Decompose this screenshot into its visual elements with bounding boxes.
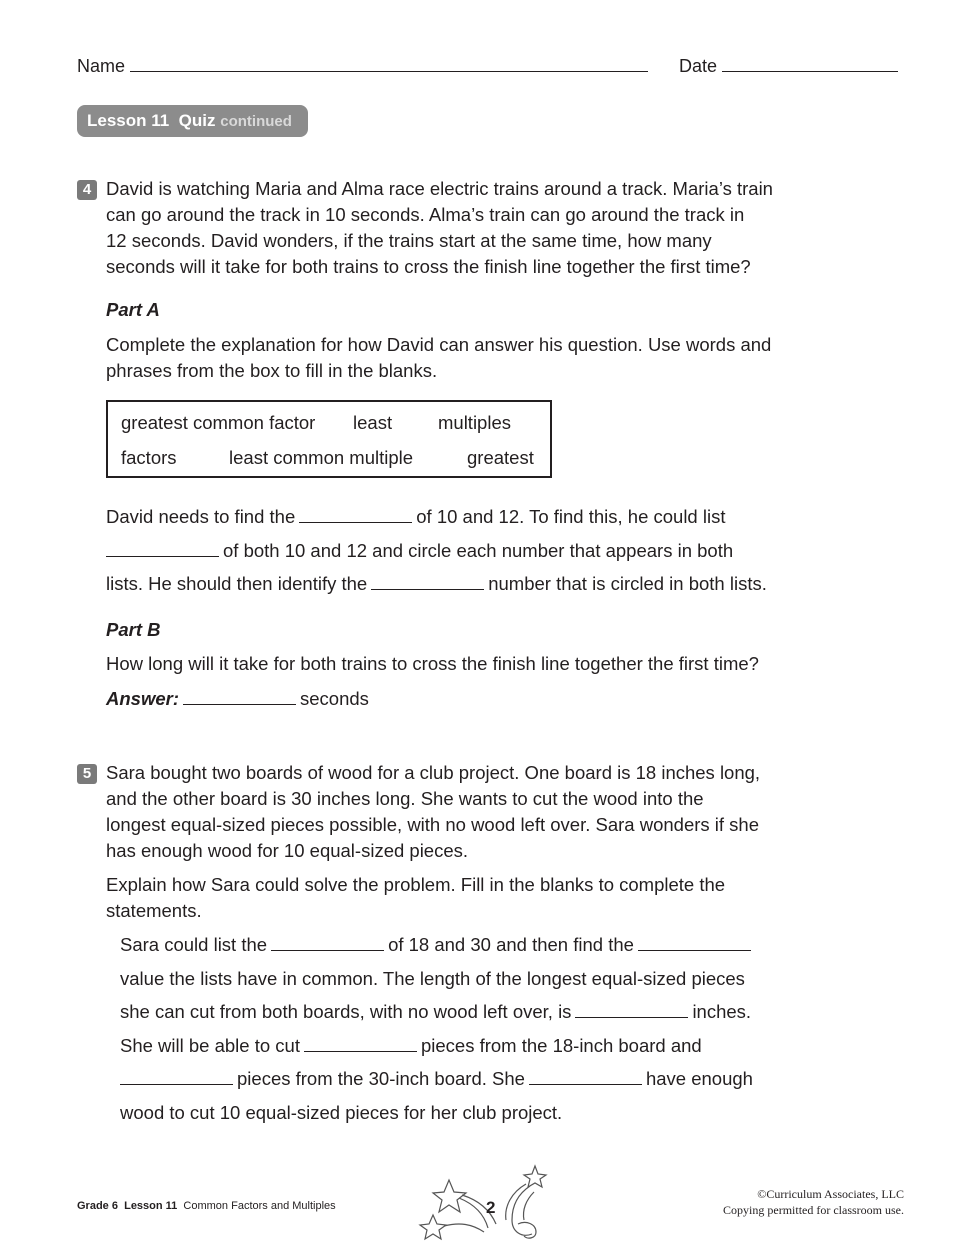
word-greatest: greatest <box>467 447 534 468</box>
q5-sentence-line-5 <box>120 1068 753 1090</box>
stars-decoration-icon <box>414 1162 554 1246</box>
q4-prompt-line: 12 seconds. David wonders, if the trains start at the same time, how many <box>106 230 712 251</box>
part-a-instruction-line: phrases from the box to fill in the blanks. <box>106 360 438 381</box>
page-number: 2 <box>486 1198 496 1217</box>
part-b-label: Part B <box>106 619 161 640</box>
text: of 18 and 30 and then find the <box>388 934 634 955</box>
text: she can cut from both boards, with no wood left over, is <box>120 1001 572 1022</box>
badge-quiz: Quiz <box>178 111 216 130</box>
text: pieces from the 30-inch board. She <box>237 1068 525 1089</box>
q5-instruction-line: Explain how Sara could solve the problem. Fill in the blanks to complete the <box>106 874 726 895</box>
word-lcm: least common multiple <box>229 447 414 468</box>
q5-sentence-line-1 <box>120 934 755 956</box>
answer-blank[interactable] <box>183 688 296 705</box>
copyright-line: ©Curriculum Associates, LLC <box>757 1187 904 1201</box>
text: David needs to find the <box>106 506 296 527</box>
word-factors: factors <box>121 447 177 468</box>
part-a-instruction-line: Complete the explanation for how David can answer his question. Use words and <box>106 334 772 355</box>
answer-blank[interactable] <box>106 540 219 557</box>
answer-blank[interactable] <box>271 934 384 951</box>
badge-continued: continued <box>220 113 292 130</box>
q4-prompt-line: seconds will it take for both trains to cross the finish line together the first time? <box>106 256 751 277</box>
q5-prompt-line: longest equal-sized pieces possible, with no wood left over. Sara wonders if she <box>106 814 760 835</box>
text: She will be able to cut <box>120 1035 300 1056</box>
text: have enough <box>645 1068 753 1089</box>
q5-sentence-line-4 <box>120 1035 702 1057</box>
lesson-badge <box>77 105 308 137</box>
q5-instruction-line: statements. <box>106 900 202 921</box>
q4-prompt-line: David is watching Maria and Alma race electric trains around a track. Maria’s train <box>106 178 773 199</box>
date-label: Date <box>679 56 718 76</box>
text: inches. <box>692 1001 752 1022</box>
part-a-instructions <box>106 332 771 384</box>
text: of both 10 and 12 and circle each number that appears in both <box>223 540 734 561</box>
q5-sentence-line-3 <box>120 1001 751 1023</box>
footer-lesson: Lesson 11 <box>124 1200 178 1212</box>
footer-grade: Grade 6 <box>77 1200 118 1212</box>
footer-course <box>77 1200 336 1212</box>
answer-blank[interactable] <box>304 1035 417 1052</box>
badge-lesson: Lesson 11 <box>87 111 170 130</box>
answer-label: Answer: <box>106 688 179 709</box>
permission-line: Copying permitted for classroom use. <box>723 1203 904 1217</box>
part-a-sentence-line-1 <box>106 506 725 528</box>
date-field[interactable] <box>679 56 898 77</box>
text: Sara could list the <box>120 934 268 955</box>
text: of 10 and 12. To find this, he could list <box>416 506 726 527</box>
footer-topic: Common Factors and Multiples <box>183 1200 336 1212</box>
part-a-sentence-line-2 <box>106 540 733 562</box>
answer-blank[interactable] <box>638 934 751 951</box>
question-4-prompt <box>106 176 773 280</box>
answer-blank[interactable] <box>120 1068 233 1085</box>
name-line[interactable] <box>130 57 648 72</box>
name-label: Name <box>77 56 126 76</box>
text: number that is circled in both lists. <box>488 573 767 594</box>
part-a-label: Part A <box>106 299 160 320</box>
answer-blank[interactable] <box>299 506 412 523</box>
question-5-number: 5 <box>77 764 97 784</box>
q5-prompt-line: has enough wood for 10 equal-sized pieces. <box>106 840 469 861</box>
question-5-instructions <box>106 872 725 924</box>
part-b-question: How long will it take for both trains to cross the finish line together the first time? <box>106 653 759 674</box>
text: lists. He should then identify the <box>106 573 368 594</box>
q5-sentence-line-6: wood to cut 10 equal-sized pieces for her club project. <box>120 1102 563 1123</box>
q5-prompt-line: and the other board is 30 inches long. She wants to cut the wood into the <box>106 788 704 809</box>
q5-prompt-line: Sara bought two boards of wood for a club project. One board is 18 inches long, <box>106 762 761 783</box>
q4-prompt-line: can go around the track in 10 seconds. Alma’s train can go around the track in <box>106 204 745 225</box>
question-4-number: 4 <box>77 180 97 200</box>
part-a-sentence-line-3 <box>106 573 767 595</box>
word-gcf: greatest common factor <box>121 412 316 433</box>
text: pieces from the 18-inch board and <box>420 1035 702 1056</box>
answer-unit: seconds <box>300 688 369 709</box>
question-5-prompt <box>106 760 760 864</box>
answer-blank[interactable] <box>529 1068 642 1085</box>
footer-copyright <box>640 1186 904 1218</box>
q5-sentence-line-2: value the lists have in common. The length of the longest equal-sized pieces <box>120 968 745 989</box>
part-b-answer <box>106 688 369 710</box>
name-field[interactable] <box>77 56 648 77</box>
word-least: least <box>353 412 393 433</box>
word-multiples: multiples <box>438 412 511 433</box>
answer-blank[interactable] <box>371 573 484 590</box>
answer-blank[interactable] <box>575 1001 688 1018</box>
date-line[interactable] <box>722 57 898 72</box>
